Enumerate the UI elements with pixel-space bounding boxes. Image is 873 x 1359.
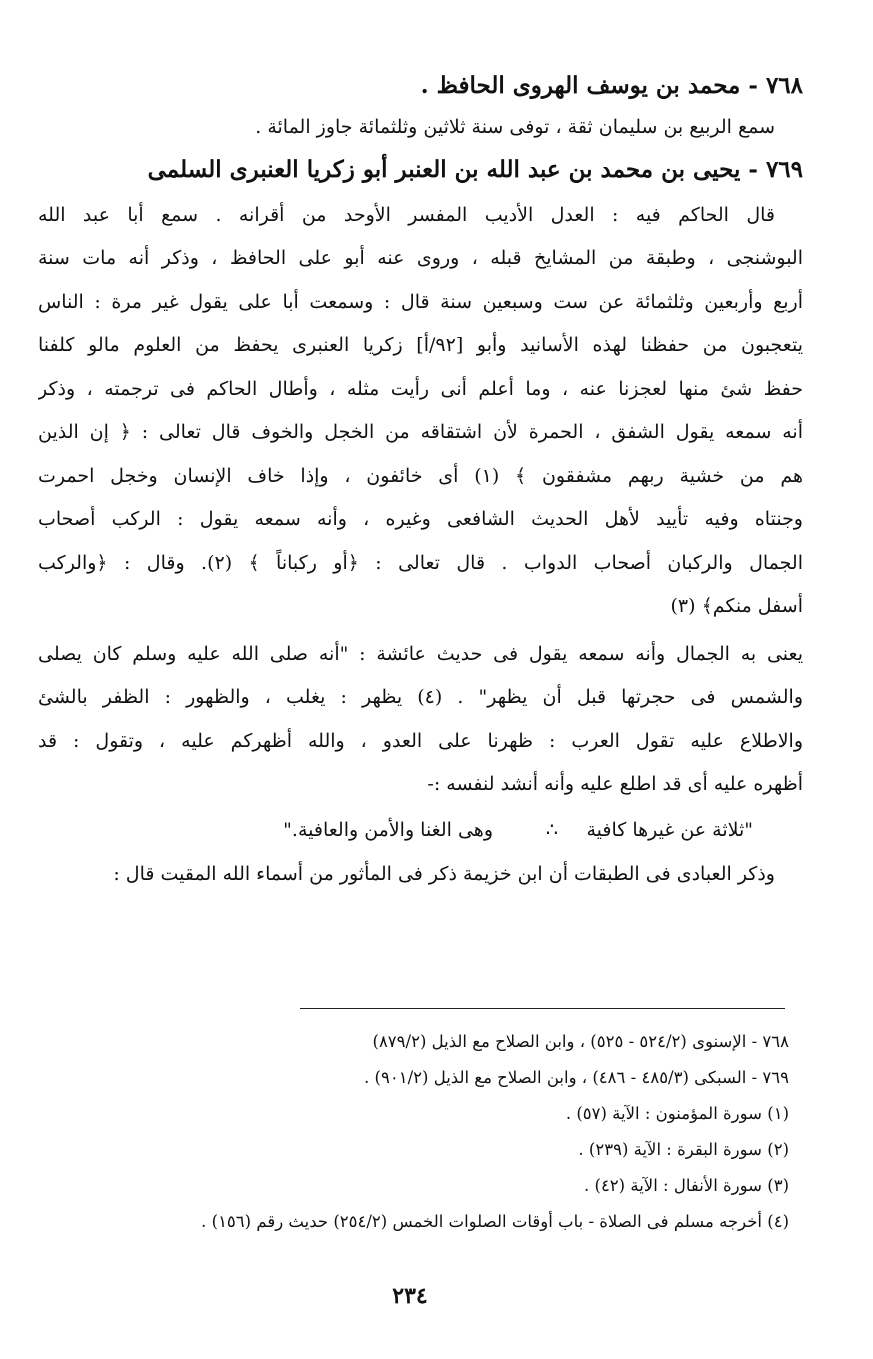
footnotes — [40, 1024, 789, 1240]
entry-768-body: سمع الربيع بن سليمان ثقة ، توفى سنة ثلاثين وثلثمائة جاوز المائة . — [255, 116, 775, 138]
text-line: يتعجبون من حفظنا لهذه الأسانيد وأبو [٩٢/أ] زكريا العنبرى يحفظ من العلوم مالو كلفنا — [38, 334, 803, 356]
footnote-item: (٤) أخرجه مسلم فى الصلاة - باب أوقات الصلوات الخمس (٢٥٤/٢) حديث رقم (١٥٦) . — [201, 1212, 789, 1231]
entry-769-narration — [38, 633, 803, 807]
page-number: ٢٣٤ — [392, 1283, 428, 1309]
entry-768-title: ٧٦٨ - محمد بن يوسف الهروى الحافظ . — [420, 72, 803, 99]
page-body — [38, 60, 803, 896]
text-line: أربع وأربعين وثلثمائة عن ست وسبعين سنة قال : وسمعت أبا على يقول غير مرة : الناس — [38, 290, 803, 313]
text-line: هم من خشية ربهم مشفقون ﴾ (١) أى خائفون ، وإذا خاف الإنسان وخجل احمرت — [38, 464, 803, 487]
footnote-item: (٢) سورة البقرة : الآية (٢٣٩) . — [578, 1140, 789, 1159]
verse-hemistich-first: "ثلاثة عن غيرها كافية — [586, 818, 753, 841]
text-line: حفظ شئ منها لعجزنا عنه ، وما أعلم أنى رأيت مثله ، وأطال الحاكم فى ترجمته ، وذكر — [38, 377, 803, 400]
footnote-item: ٧٦٨ - الإسنوى (٥٢٤/٢ - ٥٢٥) ، وابن الصلاح مع الذيل (٨٧٩/٢) — [372, 1032, 789, 1051]
text-line: البوشنجى ، وطبقة من المشايخ قبله ، وروى عنه أبو على الحافظ ، وذكر أنه مات سنة — [38, 247, 803, 269]
text-line: أنه سمعه يقول الشفق ، الحمرة لأن اشتقاقه من الخجل والخوف قال تعالى : ﴿ إن الذين — [38, 421, 803, 443]
footnote-item: (١) سورة المؤمنون : الآية (٥٧) . — [565, 1104, 789, 1123]
footnote-divider — [300, 1008, 785, 1009]
poem-verse — [38, 807, 803, 853]
entry-769-title: ٧٦٩ - يحيى بن محمد بن عبد الله بن العنبر أبو زكريا العنبرى السلمى — [147, 155, 803, 183]
entry-769-closing: وذكر العبادى فى الطبقات أن ابن خزيمة ذكر فى المأثور من أسماء الله المقيت قال : — [113, 862, 775, 885]
text-line: أسفل منكم﴾ (٣) — [670, 595, 803, 617]
text-line: يعنى به الجمال وأنه سمعه يقول فى حديث عائشة : "أنه صلى الله عليه وسلم كان يصلى — [38, 642, 803, 665]
text-line: أظهره عليه أى قد اطلع عليه وأنه أنشد لنفسه :- — [427, 773, 803, 795]
text-line: الجمال والركبان أصحاب الدواب . قال تعالى : ﴿أو ركباناً ﴾ (٢). وقال : ﴿والركب — [38, 551, 803, 574]
verse-separator: ∴ — [545, 818, 558, 841]
verse-hemistich-second: وهى الغنا والأمن والعافية." — [283, 818, 493, 841]
footnote-item: (٣) سورة الأنفال : الآية (٤٢) . — [584, 1176, 789, 1195]
text-line: والشمس فى حجرتها قبل أن يظهر" . (٤) يظهر : يغلب ، والظهور : الظفر بالشئ — [38, 686, 803, 708]
text-line: وجنتاه وفيه تأييد لأهل الحديث الشافعى وغيره ، وأنه سمعه يقول : الركب أصحاب — [38, 508, 803, 530]
footnote-item: ٧٦٩ - السبكى (٤٨٥/٣ - ٤٨٦) ، وابن الصلاح مع الذيل (٩٠١/٢) . — [364, 1068, 789, 1087]
text-line: قال الحاكم فيه : العدل الأديب المفسر الأوحد من أقرانه . سمع أبا عبد الله — [38, 203, 775, 226]
text-line: والاطلاع عليه تقول العرب : ظهرنا على العدو ، والله أظهركم عليه ، وتقول : قد — [38, 729, 803, 752]
entry-769-body — [38, 194, 803, 629]
